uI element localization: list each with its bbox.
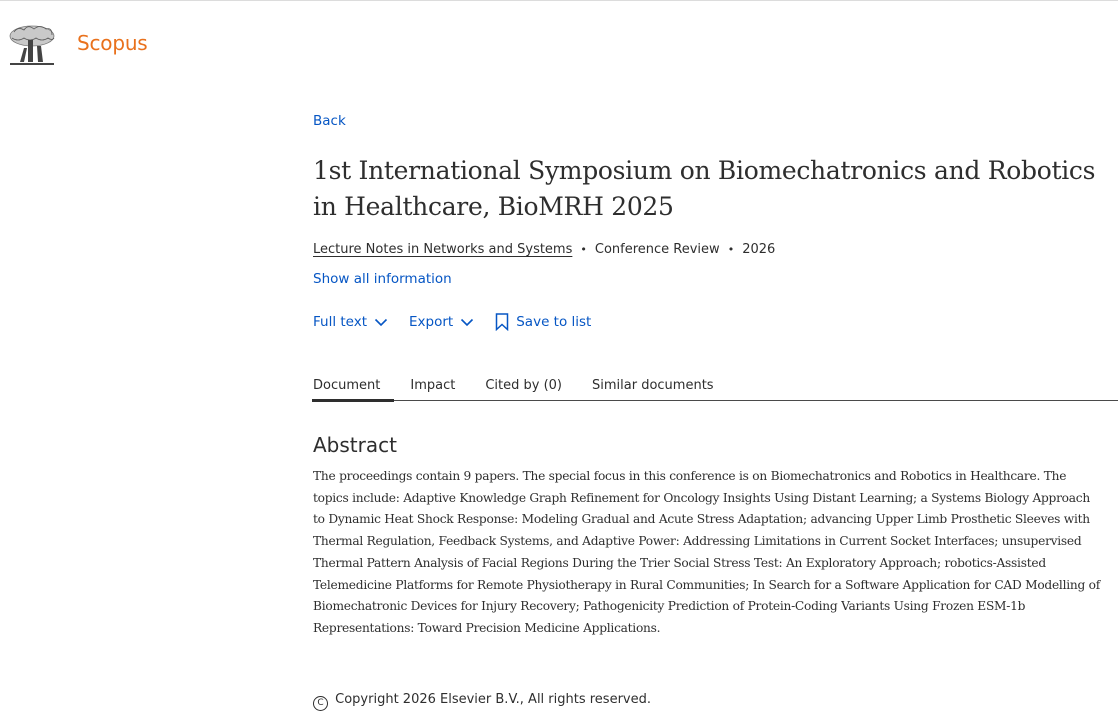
save-to-list-label: Save to list — [516, 314, 592, 330]
copyright-text: Copyright 2026 Elsevier B.V., All rights reserved. — [335, 692, 651, 707]
document-actions — [313, 313, 612, 331]
document-type: Conference Review — [594, 242, 720, 257]
full-text-label: Full text — [313, 314, 368, 330]
export-label: Export — [409, 314, 454, 330]
chevron-down-icon — [460, 318, 474, 327]
copyright-icon: C — [313, 696, 328, 711]
bookmark-icon — [495, 313, 509, 331]
save-to-list-button[interactable] — [495, 313, 591, 331]
full-text-button[interactable] — [313, 314, 388, 330]
elsevier-logo-icon[interactable] — [8, 24, 56, 68]
tab-similar-documents[interactable]: Similar documents — [592, 378, 714, 393]
meta-separator: • — [727, 243, 735, 256]
chevron-down-icon — [374, 318, 388, 327]
top-divider — [0, 0, 1118, 1]
scopus-brand[interactable]: Scopus — [77, 31, 148, 55]
document-tabs — [312, 378, 1118, 401]
document-year: 2026 — [742, 242, 776, 257]
abstract-heading: Abstract — [313, 433, 397, 457]
back-link[interactable]: Back — [313, 113, 346, 129]
document-meta — [313, 242, 775, 257]
tab-cited-by[interactable]: Cited by (0) — [485, 378, 562, 393]
meta-separator: • — [580, 243, 587, 256]
source-title-link[interactable]: Lecture Notes in Networks and Systems — [313, 242, 573, 257]
tab-impact[interactable]: Impact — [410, 378, 456, 393]
document-title: 1st International Symposium on Biomechatronics and Robotics in Healthcare, BioMRH 2025 — [313, 156, 1096, 221]
export-button[interactable] — [409, 314, 474, 330]
abstract-text: The proceedings contain 9 papers. The special focus in this conference is on Biomechatronics and Robotics in Healthcare. The topics include: Adaptive Knowledge Graph Refinement for Oncology Insights Using Distant Learning; a Systems Biology Approach to Dynamic Heat Shock Response: Modeling Gradual and Acute Stress Adaptation; advancing Upper Limb Prosthetic Sleeves with Thermal Regulation, Feedback Systems, and Adaptive Power: Addressing Limitations in Current Socket Interfaces; unsupervised Thermal Pattern Analysis of Facial Regions During the Trier Social Stress Test: An Exploratory Approach; robotics-Assisted Telemedicine Platforms for Remote Physiotherapy in Rural Communities; In Search for a Software Application for CAD Modelling of Biomechatronic Devices for Injury Recovery; Pathogenicity Prediction of Protein-Coding Variants Using Frozen ESM-1b Representations: Toward Precision Medicine Applications. — [313, 469, 1100, 635]
show-all-information-link[interactable]: Show all information — [313, 271, 452, 287]
copyright-footer — [313, 692, 651, 711]
tab-document[interactable]: Document — [312, 378, 381, 400]
